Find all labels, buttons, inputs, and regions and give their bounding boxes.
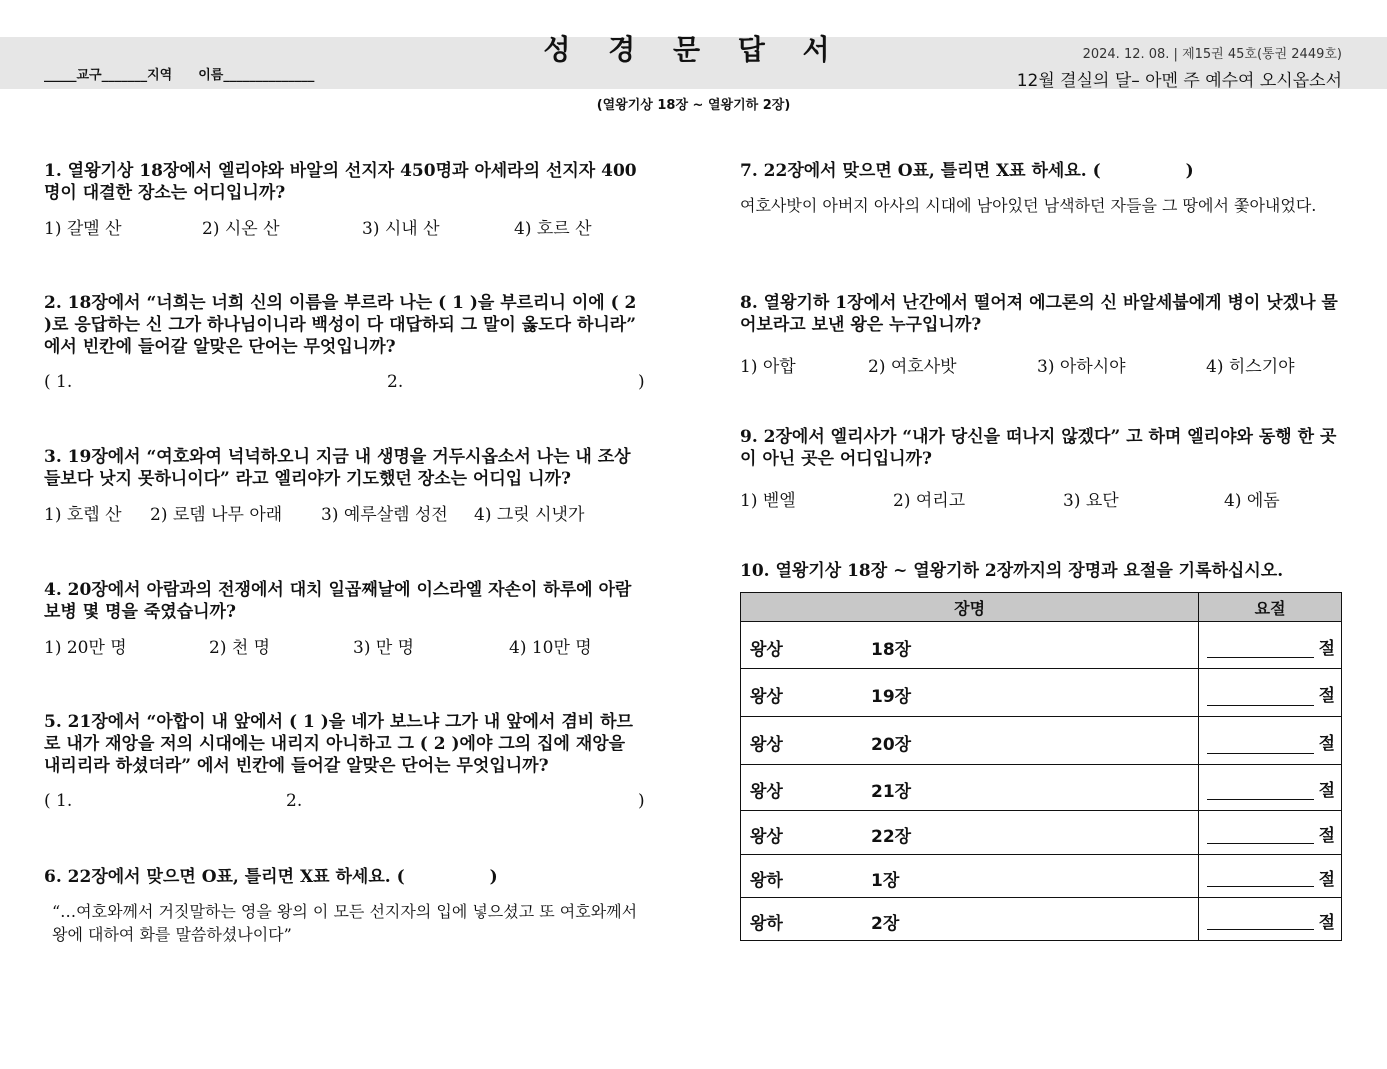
question-4-option-3[interactable]: 3) 만 명 [353, 638, 415, 658]
column-header-verse: 요절 [1199, 593, 1342, 622]
table-header-row [741, 593, 1342, 622]
table-row [741, 898, 1342, 941]
book-abbrev: 왕상 [750, 687, 783, 707]
table-row [741, 717, 1342, 765]
verse-blank[interactable] [1207, 886, 1314, 887]
table-row [741, 622, 1342, 669]
question-5-answer-row[interactable] [44, 791, 646, 815]
question-9-option-3[interactable]: 3) 요단 [1063, 491, 1119, 511]
question-5-blank-2[interactable]: 2. [286, 791, 303, 811]
chapter-name-cell [741, 717, 1199, 765]
verse-cell[interactable] [1199, 855, 1342, 898]
question-4-option-1[interactable]: 1) 20만 명 [44, 638, 127, 658]
question-1-option-1[interactable]: 1) 갈멜 산 [44, 219, 122, 239]
question-1-option-2[interactable]: 2) 시온 산 [202, 219, 280, 239]
question-4-option-2[interactable]: 2) 천 명 [209, 638, 271, 658]
chapter-name-cell [741, 898, 1199, 941]
question-2-answer-row[interactable] [44, 372, 646, 396]
question-3 [44, 446, 646, 525]
question-3-option-4[interactable]: 4) 그릿 시냇가 [474, 505, 585, 525]
scripture-range: (열왕기상 18장 ~ 열왕기하 2장) [596, 98, 791, 113]
question-1-option-4[interactable]: 4) 호르 산 [514, 219, 592, 239]
question-8-option-3[interactable]: 3) 아하시야 [1037, 357, 1126, 377]
verse-blank[interactable] [1207, 705, 1314, 706]
question-1-option-3[interactable]: 3) 시내 산 [362, 219, 440, 239]
question-3-stem: 3. 19장에서 “여호와여 넉넉하오니 지금 내 생명을 거두시옵소서 나는 내 조상들보다 낫지 못하니이다” 라고 엘리야가 기도했던 장소는 어디입 니까? [44, 447, 631, 489]
question-4-options [44, 633, 646, 658]
verse-cell[interactable] [1199, 765, 1342, 811]
chapter-name-cell [741, 855, 1199, 898]
question-2-blank-2[interactable]: 2. [387, 372, 404, 392]
question-7 [740, 160, 1344, 217]
verse-blank[interactable] [1207, 929, 1314, 930]
question-3-option-1[interactable]: 1) 호렙 산 [44, 505, 122, 525]
book-abbrev: 왕상 [750, 827, 783, 847]
chapter-label: 20장 [871, 735, 912, 755]
question-8-option-1[interactable]: 1) 아합 [740, 357, 796, 377]
verse-suffix: 절 [1318, 638, 1335, 659]
question-3-options [44, 500, 646, 525]
chapter-name-cell [741, 811, 1199, 855]
question-8-option-4[interactable]: 4) 히스기야 [1206, 357, 1295, 377]
verse-suffix: 절 [1318, 781, 1335, 801]
question-9 [740, 426, 1342, 511]
table-body [741, 622, 1342, 941]
chapter-label: 22장 [871, 827, 912, 847]
chapter-name-cell [741, 765, 1199, 811]
chapter-name-cell [741, 622, 1199, 669]
region-name-line[interactable]: _____교구_______지역 이름______________ [44, 68, 315, 83]
question-2-blank-1[interactable]: ( 1. [44, 372, 73, 392]
verse-blank[interactable] [1207, 799, 1314, 800]
page-title: 성 경 문 답 서 [543, 33, 844, 66]
question-5-blank-1[interactable]: ( 1. [44, 791, 73, 811]
verse-suffix: 절 [1318, 912, 1335, 933]
book-abbrev: 왕상 [750, 782, 783, 802]
question-7-stem[interactable]: 7. 22장에서 맞으면 O표, 틀리면 X표 하세요. ( ) [740, 161, 1194, 181]
book-abbrev: 왕하 [750, 913, 783, 934]
question-6-stem[interactable]: 6. 22장에서 맞으면 O표, 틀리면 X표 하세요. ( ) [44, 867, 498, 887]
issue-line: 2024. 12. 08. | 제15권 45호(통권 2449호) [1082, 47, 1342, 62]
question-4-stem: 4. 20장에서 아람과의 전쟁에서 대치 일곱째날에 이스라엘 자손이 하루에 아람 보병 몇 명을 죽였습니까? [44, 580, 632, 622]
question-5-close: ) [638, 791, 645, 811]
question-6 [44, 866, 648, 946]
question-4-option-4[interactable]: 4) 10만 명 [509, 638, 592, 658]
chapter-label: 19장 [871, 687, 912, 707]
monthly-theme: 12월 결실의 달– 아멘 주 예수여 오시옵소서 [1016, 71, 1342, 91]
table-row [741, 811, 1342, 855]
table-row [741, 669, 1342, 717]
chapter-verse-table [740, 592, 1342, 941]
verse-blank[interactable] [1207, 843, 1314, 844]
verse-blank[interactable] [1207, 753, 1314, 754]
chapter-label: 18장 [871, 639, 912, 660]
chapter-label: 2장 [871, 913, 900, 934]
chapter-label: 1장 [871, 870, 900, 891]
question-4 [44, 579, 646, 658]
question-10-stem: 10. 열왕기상 18장 ~ 열왕기하 2장까지의 장명과 요절을 기록하십시오. [740, 561, 1284, 581]
question-3-option-3[interactable]: 3) 예루살렘 성전 [321, 505, 448, 525]
question-8-stem: 8. 열왕기하 1장에서 난간에서 떨어져 에그론의 신 바알세붑에게 병이 낫겠나 물어보라고 보낸 왕은 누구입니까? [740, 293, 1338, 335]
question-9-option-2[interactable]: 2) 여리고 [893, 491, 966, 511]
question-1-options [44, 214, 646, 239]
chapter-name-cell [741, 669, 1199, 717]
book-abbrev: 왕상 [750, 639, 783, 660]
question-2 [44, 292, 646, 396]
question-5-stem: 5. 21장에서 “아합이 내 앞에서 ( 1 )을 네가 보느냐 그가 내 앞에서 겸비 하므로 내가 재앙을 저의 시대에는 내리지 아니하고 그 ( 2 )에야 그의 집에 재앙을 내리리라 하셨더라” 에서 빈칸에 들어갈 알맞은 단어는 무엇입니까? [44, 712, 633, 776]
question-3-option-2[interactable]: 2) 로뎀 나무 아래 [150, 505, 283, 525]
chapter-label: 21장 [871, 782, 912, 802]
question-9-option-4[interactable]: 4) 에돔 [1224, 491, 1280, 511]
column-header-chapter: 장명 [741, 593, 1199, 622]
verse-cell[interactable] [1199, 669, 1342, 717]
question-9-options [740, 486, 1342, 511]
question-9-option-1[interactable]: 1) 벧엘 [740, 491, 796, 511]
question-1 [44, 160, 646, 239]
verse-cell[interactable] [1199, 898, 1342, 941]
question-10 [740, 560, 1342, 582]
question-8 [740, 292, 1342, 377]
book-abbrev: 왕상 [750, 735, 783, 755]
table-row [741, 765, 1342, 811]
question-8-option-2[interactable]: 2) 여호사밧 [868, 357, 957, 377]
question-6-statement: “…여호와께서 거짓말하는 영을 왕의 이 모든 선지자의 입에 넣으셨고 또 여호와께서 왕에 대하여 화를 말씀하셨나이다” [52, 902, 638, 944]
table-row [741, 855, 1342, 898]
question-1-stem: 1. 열왕기상 18장에서 엘리야와 바알의 선지자 450명과 아세라의 선지자 400명이 대결한 장소는 어디입니까? [44, 161, 637, 203]
question-2-stem: 2. 18장에서 “너희는 너희 신의 이름을 부르라 나는 ( 1 )을 부르리니 이에 ( 2 )로 응답하는 신 그가 하나님이니라 백성이 다 대답하되 그 말이 옳도다 하니라” 에서 빈칸에 들어갈 알맞은 단어는 무엇입니까? [44, 293, 637, 357]
verse-cell[interactable] [1199, 717, 1342, 765]
verse-suffix: 절 [1318, 869, 1335, 890]
verse-cell[interactable] [1199, 622, 1342, 669]
verse-blank[interactable] [1207, 657, 1314, 658]
question-5 [44, 711, 646, 815]
verse-suffix: 절 [1318, 826, 1335, 846]
question-7-statement: 여호사밧이 아버지 아사의 시대에 남아있던 남색하던 자들을 그 땅에서 쫓아내었다. [740, 196, 1317, 215]
book-abbrev: 왕하 [750, 870, 783, 891]
question-9-stem: 9. 2장에서 엘리사가 “내가 당신을 떠나지 않겠다” 고 하며 엘리야와 동행 한 곳이 아닌 곳은 어디입니까? [740, 427, 1337, 469]
question-2-close: ) [638, 372, 645, 392]
verse-suffix: 절 [1318, 686, 1335, 706]
verse-cell[interactable] [1199, 811, 1342, 855]
question-8-options [740, 352, 1342, 377]
verse-suffix: 절 [1318, 734, 1335, 754]
